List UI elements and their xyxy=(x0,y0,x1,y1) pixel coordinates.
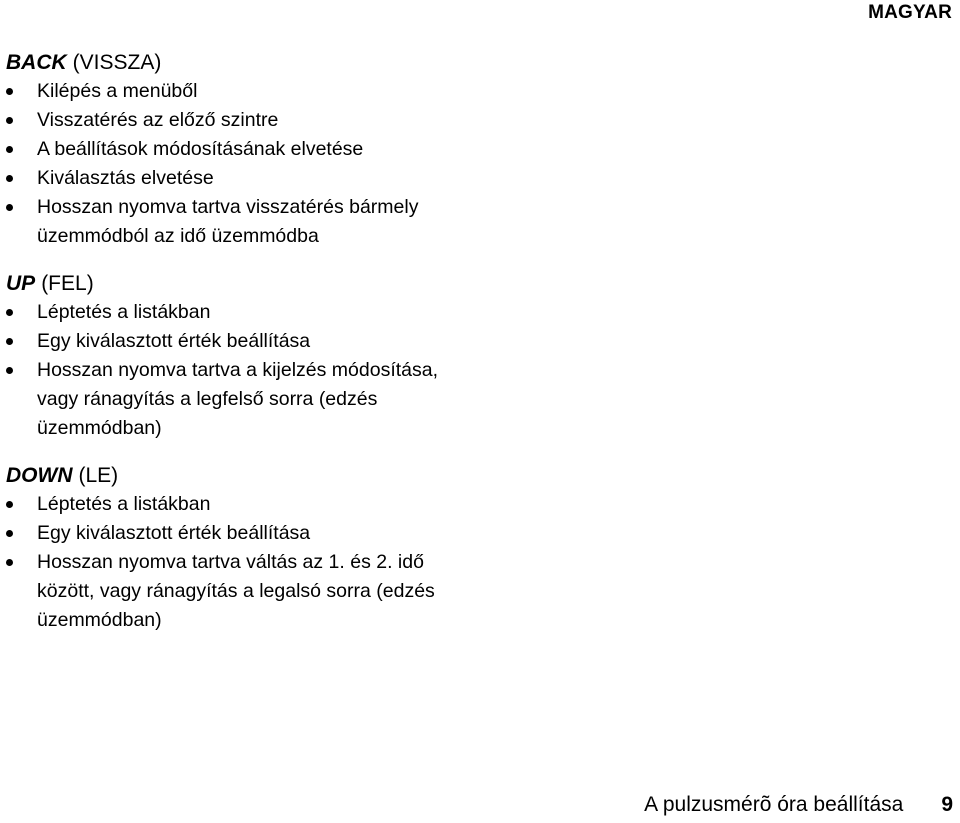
manual-content xyxy=(6,48,476,653)
list-item-text: Kilépés a menüből xyxy=(37,80,198,102)
bullet-icon xyxy=(6,175,13,182)
footer-title: A pulzusmérõ óra beállítása xyxy=(644,793,904,816)
list-item xyxy=(6,356,467,443)
up-function-list xyxy=(6,298,476,443)
list-item xyxy=(6,135,467,164)
list-item-text: Hosszan nyomva tartva visszatérés bármely üzemmódból az idő üzemmódba xyxy=(37,196,419,247)
bullet-icon xyxy=(6,338,13,345)
list-item xyxy=(6,519,467,548)
list-item xyxy=(6,164,467,193)
list-item-text: Kiválasztás elvetése xyxy=(37,167,214,189)
button-translation-up: (FEL) xyxy=(41,272,94,295)
list-item-text: Hosszan nyomva tartva váltás az 1. és 2. idő között, vagy ránagyítás a legalsó sorra (edzés üzemmódban) xyxy=(37,551,435,631)
back-function-list xyxy=(6,77,476,251)
list-item-text: Egy kiválasztott érték beállítása xyxy=(37,330,311,352)
list-item xyxy=(6,298,467,327)
list-item xyxy=(6,77,467,106)
list-item-text: Visszatérés az előző szintre xyxy=(37,109,279,131)
bullet-icon xyxy=(6,204,13,211)
list-item xyxy=(6,106,467,135)
list-item-text: Egy kiválasztott érték beállítása xyxy=(37,522,311,544)
bullet-icon xyxy=(6,146,13,153)
bullet-icon xyxy=(6,309,13,316)
section-title-down xyxy=(6,461,476,490)
list-item-text: A beállítások módosításának elvetése xyxy=(37,138,364,160)
list-item xyxy=(6,193,467,251)
bullet-icon xyxy=(6,88,13,95)
list-item xyxy=(6,327,467,356)
list-item xyxy=(6,490,467,519)
button-name-down: DOWN xyxy=(6,464,73,487)
button-translation-back: (VISSZA) xyxy=(72,51,162,74)
list-item-text: Hosszan nyomva tartva a kijelzés módosítása, vagy ránagyítás a legfelső sorra (edzés üzemmódban) xyxy=(37,359,439,439)
page-footer xyxy=(644,793,953,817)
bullet-icon xyxy=(6,501,13,508)
section-back xyxy=(6,48,476,251)
bullet-icon xyxy=(6,367,13,374)
page-number: 9 xyxy=(941,793,953,816)
bullet-icon xyxy=(6,530,13,537)
button-name-back: BACK xyxy=(6,51,67,74)
section-down xyxy=(6,461,476,635)
bullet-icon xyxy=(6,117,13,124)
list-item xyxy=(6,548,467,635)
page-language-label: MAGYAR xyxy=(868,2,952,23)
section-title-up xyxy=(6,269,476,298)
list-item-text: Léptetés a listákban xyxy=(37,493,211,515)
section-title-back xyxy=(6,48,476,77)
list-item-text: Léptetés a listákban xyxy=(37,301,211,323)
button-name-up: UP xyxy=(6,272,36,295)
button-translation-down: (LE) xyxy=(78,464,119,487)
down-function-list xyxy=(6,490,476,635)
section-up xyxy=(6,269,476,443)
bullet-icon xyxy=(6,559,13,566)
